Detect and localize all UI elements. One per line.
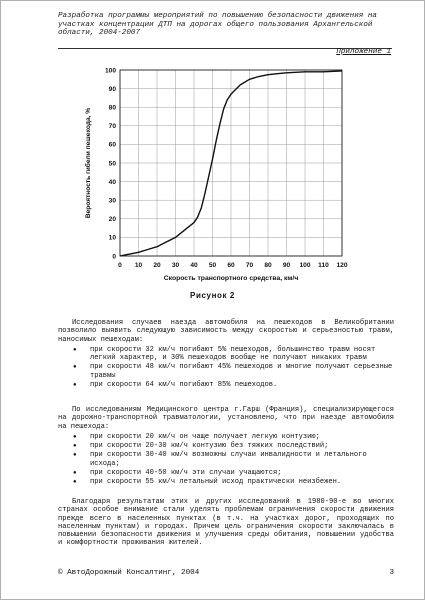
chart-svg xyxy=(78,62,348,290)
list-item: ● при скорости 40-50 км/ч эти случаи учащаются; xyxy=(90,469,394,477)
x-tick-label: 120 xyxy=(336,262,348,269)
x-tick-label: 90 xyxy=(282,262,291,269)
page-footer xyxy=(58,569,394,577)
x-tick-label: 80 xyxy=(264,262,272,269)
list-item: ● при скорости 48 км/ч погибают 45% пешеходов и многие получают серьезные травмы xyxy=(90,363,394,380)
y-tick-label: 10 xyxy=(108,234,116,242)
y-axis-label: Вероятность гибели пешехода, % xyxy=(85,107,92,219)
paragraph-intro: По исследованиям Медицинского центра г.Гарш (Франция), специализирующегося на дорожно-транспортной травматологии, установлено, что при наезде автомобиля на пешехода: xyxy=(58,406,394,431)
y-tick-label: 20 xyxy=(108,216,116,224)
x-tick-label: 20 xyxy=(153,262,161,269)
y-tick-label: 50 xyxy=(108,160,116,168)
page-number: 3 xyxy=(389,569,394,577)
list-item: ● при скорости 20-30 км/ч контузию без тяжких последствий; xyxy=(90,442,394,450)
bullet-list xyxy=(58,346,394,389)
paragraph-conclusion xyxy=(58,498,394,548)
paragraph-garches-research xyxy=(58,406,394,488)
x-axis-label: Скорость транспортного средства, км/ч xyxy=(163,275,299,282)
y-tick-label: 100 xyxy=(104,67,116,75)
x-tick-label: 40 xyxy=(190,262,198,269)
y-tick-label: 30 xyxy=(108,197,116,205)
x-tick-label: 30 xyxy=(171,262,180,269)
document-header: Разработка программы мероприятий по повышению безопасности движения на участках концентрации ДТП на дорогах общего пользования Архангельской области, 2004-2007 xyxy=(58,12,377,38)
x-tick-label: 50 xyxy=(208,262,217,269)
paragraph-text: Благодаря результатам этих и других исследований в 1980-90-е во многих странах особое внимание стали уделять проблемам ограничения скорости движения прежде всего в населенных пунктах (в т.ч. на участках дорог, проходящих по населенным пунктам) и городах. Причем цель ограничения скорости заключалась в повышении безопасности движения и улучшения среды обитания, повышении удобства и комфортности проживания жителей. xyxy=(58,498,394,548)
x-tick-label: 60 xyxy=(227,262,235,269)
y-tick-label: 90 xyxy=(108,85,116,93)
list-item: ● при скорости 30-40 км/ч возможны случаи инвалидности и летального исхода; xyxy=(90,451,394,468)
x-tick-label: 0 xyxy=(118,262,122,269)
x-tick-label: 70 xyxy=(245,262,254,269)
list-item: ● при скорости 64 км/ч погибают 85% пешеходов. xyxy=(90,381,394,389)
y-tick-label: 80 xyxy=(108,104,116,112)
x-tick-label: 110 xyxy=(318,262,329,269)
y-tick-label: 70 xyxy=(108,123,116,131)
appendix-label: Приложение 1 xyxy=(336,48,391,56)
y-tick-label: 0 xyxy=(112,253,116,261)
paragraph-uk-research xyxy=(58,319,394,390)
paragraph-intro: Исследования случаев наезда автомобиля на пешеходов в Великобритании позволило выявить следующую зависимость между скоростью и серьезностью травм, наносимых пешеходам: xyxy=(58,319,394,344)
list-item: ● при скорости 32 км/ч погибают 5% пешеходов, большинство травм носят легкий характер, и 30% пешеходов вообще не получают никаких травм xyxy=(90,346,394,363)
figure-caption: Рисунок 2 xyxy=(190,291,235,300)
list-item: ● при скорости 20 км/ч он чаще получает легкую контузию; xyxy=(90,433,394,441)
pedestrian-fatality-chart xyxy=(78,62,348,294)
x-tick-label: 10 xyxy=(134,262,143,269)
y-tick-label: 40 xyxy=(108,178,116,186)
y-tick-label: 60 xyxy=(108,141,116,149)
copyright-text: © АвтоДорожный Консалтинг, 2004 xyxy=(58,569,200,577)
bullet-list xyxy=(58,433,394,487)
list-item: ● при скорости 55 км/ч летальный исход практически неизбежен. xyxy=(90,478,394,486)
x-tick-label: 100 xyxy=(299,262,311,269)
